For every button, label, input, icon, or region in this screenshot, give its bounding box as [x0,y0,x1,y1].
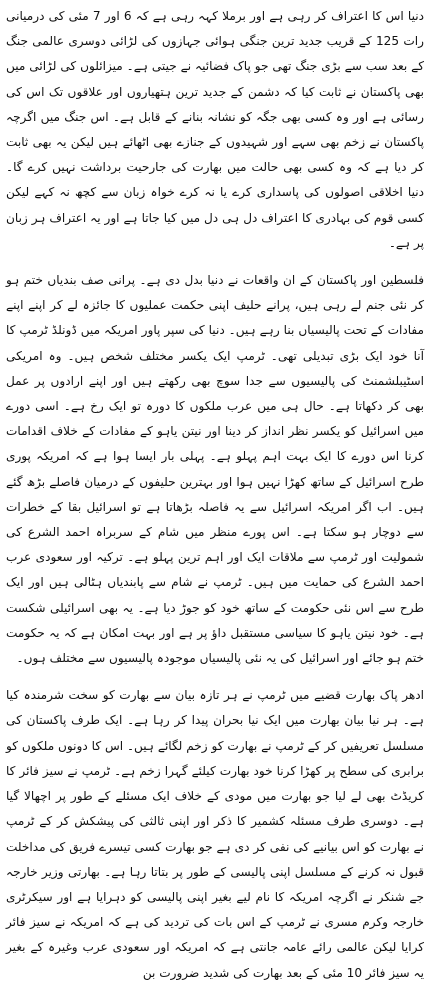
article-paragraph-2: فلسطین اور پاکستان کے ان واقعات نے دنیا بدل دی ہے۔ پرانی صف بندیاں ختم ہو کر نئی جنم لے رہی ہیں، پرانے حلیف اپنی حکمت عملیوں کا جائزہ لے کر اپنے اپنے مفادات کے تحت پالیسیاں بنا رہے ہیں۔ دنیا کی سپر پاور امریکہ میں ڈونلڈ ٹرمپ کا آنا خود ایک بڑی تبدیلی تھی۔ ٹرمپ ایک یکسر مختلف شخص ہیں۔ وہ امریکی اسٹیبلشمنٹ کی پالیسیوں سے جدا سوچ بھی رکھتے ہیں اور اپنے ارادوں پر عمل بھی کر دکھاتا ہے۔ حال ہی میں عرب ملکوں کا دورہ تو ایک رخ ہے۔ اسی دورے میں اسرائیل کو یکسر نظر انداز کر دینا اور نیتن یاہو کے مفادات کے خلاف اقدامات کرنا اس دورے کا ایک بہت اہم پہلو ہے۔ پہلی بار ایسا ہوا ہے کہ امریکہ پوری طرح اسرائیل کے ساتھ کھڑا نہیں ہوا اور بہترین حلیفوں کے درمیان فاصلے بڑھ گئے ہیں۔ اب اگر امریکہ اسرائیل سے یہ فاصلہ بڑھاتا ہے تو اسرائیل بقا کے خطرات سے دوچار ہو سکتا ہے۔ اس پورے منظر میں شام کے سربراہ احمد الشرع کی شمولیت اور ٹرمپ سے ملاقات ایک اور اہم ترین پہلو ہے۔ ترکیہ اور سعودی عرب احمد الشرع کی حمایت میں ہیں۔ ٹرمپ نے شام سے پابندیاں ہٹالی ہیں اور ایک طرح سے اس نئی حکومت کے ساتھ خود کو جوڑ دیا ہے۔ یہ بھی اسرائیلی شکست ہے۔ خود نیتن یاہو کا سیاسی مستقبل داؤ پر ہے اور بہت امکان ہے کہ یہ حکومت ختم ہو جائے اور اسرائیل کی یہ نئی پالیسیاں موجودہ پالیسیوں سے مختلف ہوں۔ [6,273,424,666]
article-paragraph-3: ادھر پاک بھارت قضیے میں ٹرمپ نے ہر تازہ بیان سے بھارت کو سخت شرمندہ کیا ہے۔ ہر نیا بیان بھارت میں ایک نیا بحران پیدا کر رہا ہے۔ ایک طرف پاکستان کی مسلسل تعریفیں کر کے ٹرمپ نے بھارت کو زخم لگائے ہیں۔ اس کا دونوں ملکوں کو برابری کی سطح پر کھڑا کرنا خود بھارت کیلئے گہرا زخم ہے۔ ٹرمپ نے سیز فائر کا کریڈٹ بھی لے لیا جو بھارت میں مودی کے خلاف ایک مسئلے کے طور پر اچھالا گیا ہے۔ دوسری طرف مسئلہ کشمیر کا ذکر اور اپنی ثالثی کی پیشکش کر کے ٹرمپ نے بھارت کو اس بیانیے کی نفی کر دی ہے جو بھارت کسی تیسرے فریق کی مداخلت قبول نہ کرنے کے مسلسل اپنی پالیسی کے طور پر بتاتا رہا ہے۔ بھارتی وزیر خارجہ جے شنکر نے اگرچہ امریکہ کا نام لیے بغیر اپنی پالیسی کو دہرایا ہے اور سیکرٹری خارجہ وکرم مسری نے ٹرمپ کے اس بات کی تردید کی ہے کہ امریکہ نے سیز فائر کرایا لیکن عالمی رائے عامہ جانتی ہے کہ امریکہ اور سعودی عرب وغیرہ کے بغیر یہ سیز فائر 10 مئی کے بعد بھارت کی شدید ضرورت بن [6,688,424,980]
article-paragraph-1: دنیا اس کا اعتراف کر رہی ہے اور برملا کہہ رہی ہے کہ 6 اور 7 مئی کی درمیانی رات 125 کے قریب جدید ترین جنگی ہوائی جہازوں کی لڑائی دوسری عالمی جنگ کے بعد سب سے بڑی جنگ تھی جو پاک فضائیہ نے جیتی ہے۔ میزائلوں کی لڑائی میں بھی پاکستان نے ثابت کیا کہ دشمن کے جدید ترین ہتھیاروں اور علاقوں تک اس کی رسائی ہے اور وہ کسی بھی جگہ کو نشانہ بنانے کے قابل ہے۔ اس جنگ میں اگرچہ پاکستان نے زخم بھی سہے اور شہیدوں کے جنازے بھی اٹھائے ہیں لیکن یہ بھی ثابت کر دیا ہے کہ وہ کسی بھی حالت میں بھارت کی جارحیت برداشت نہیں کرے گا۔ دنیا اخلاقی اصولوں کی پاسداری کرے یا نہ کرے خواہ زبان سے کچھ نہ کہے لیکن کسی قوم کی بہادری کا اعتراف دل ہی دل میں کیا جاتا ہے اور یہ اعتراف ہر زبان پر ہے۔ [6,9,424,250]
